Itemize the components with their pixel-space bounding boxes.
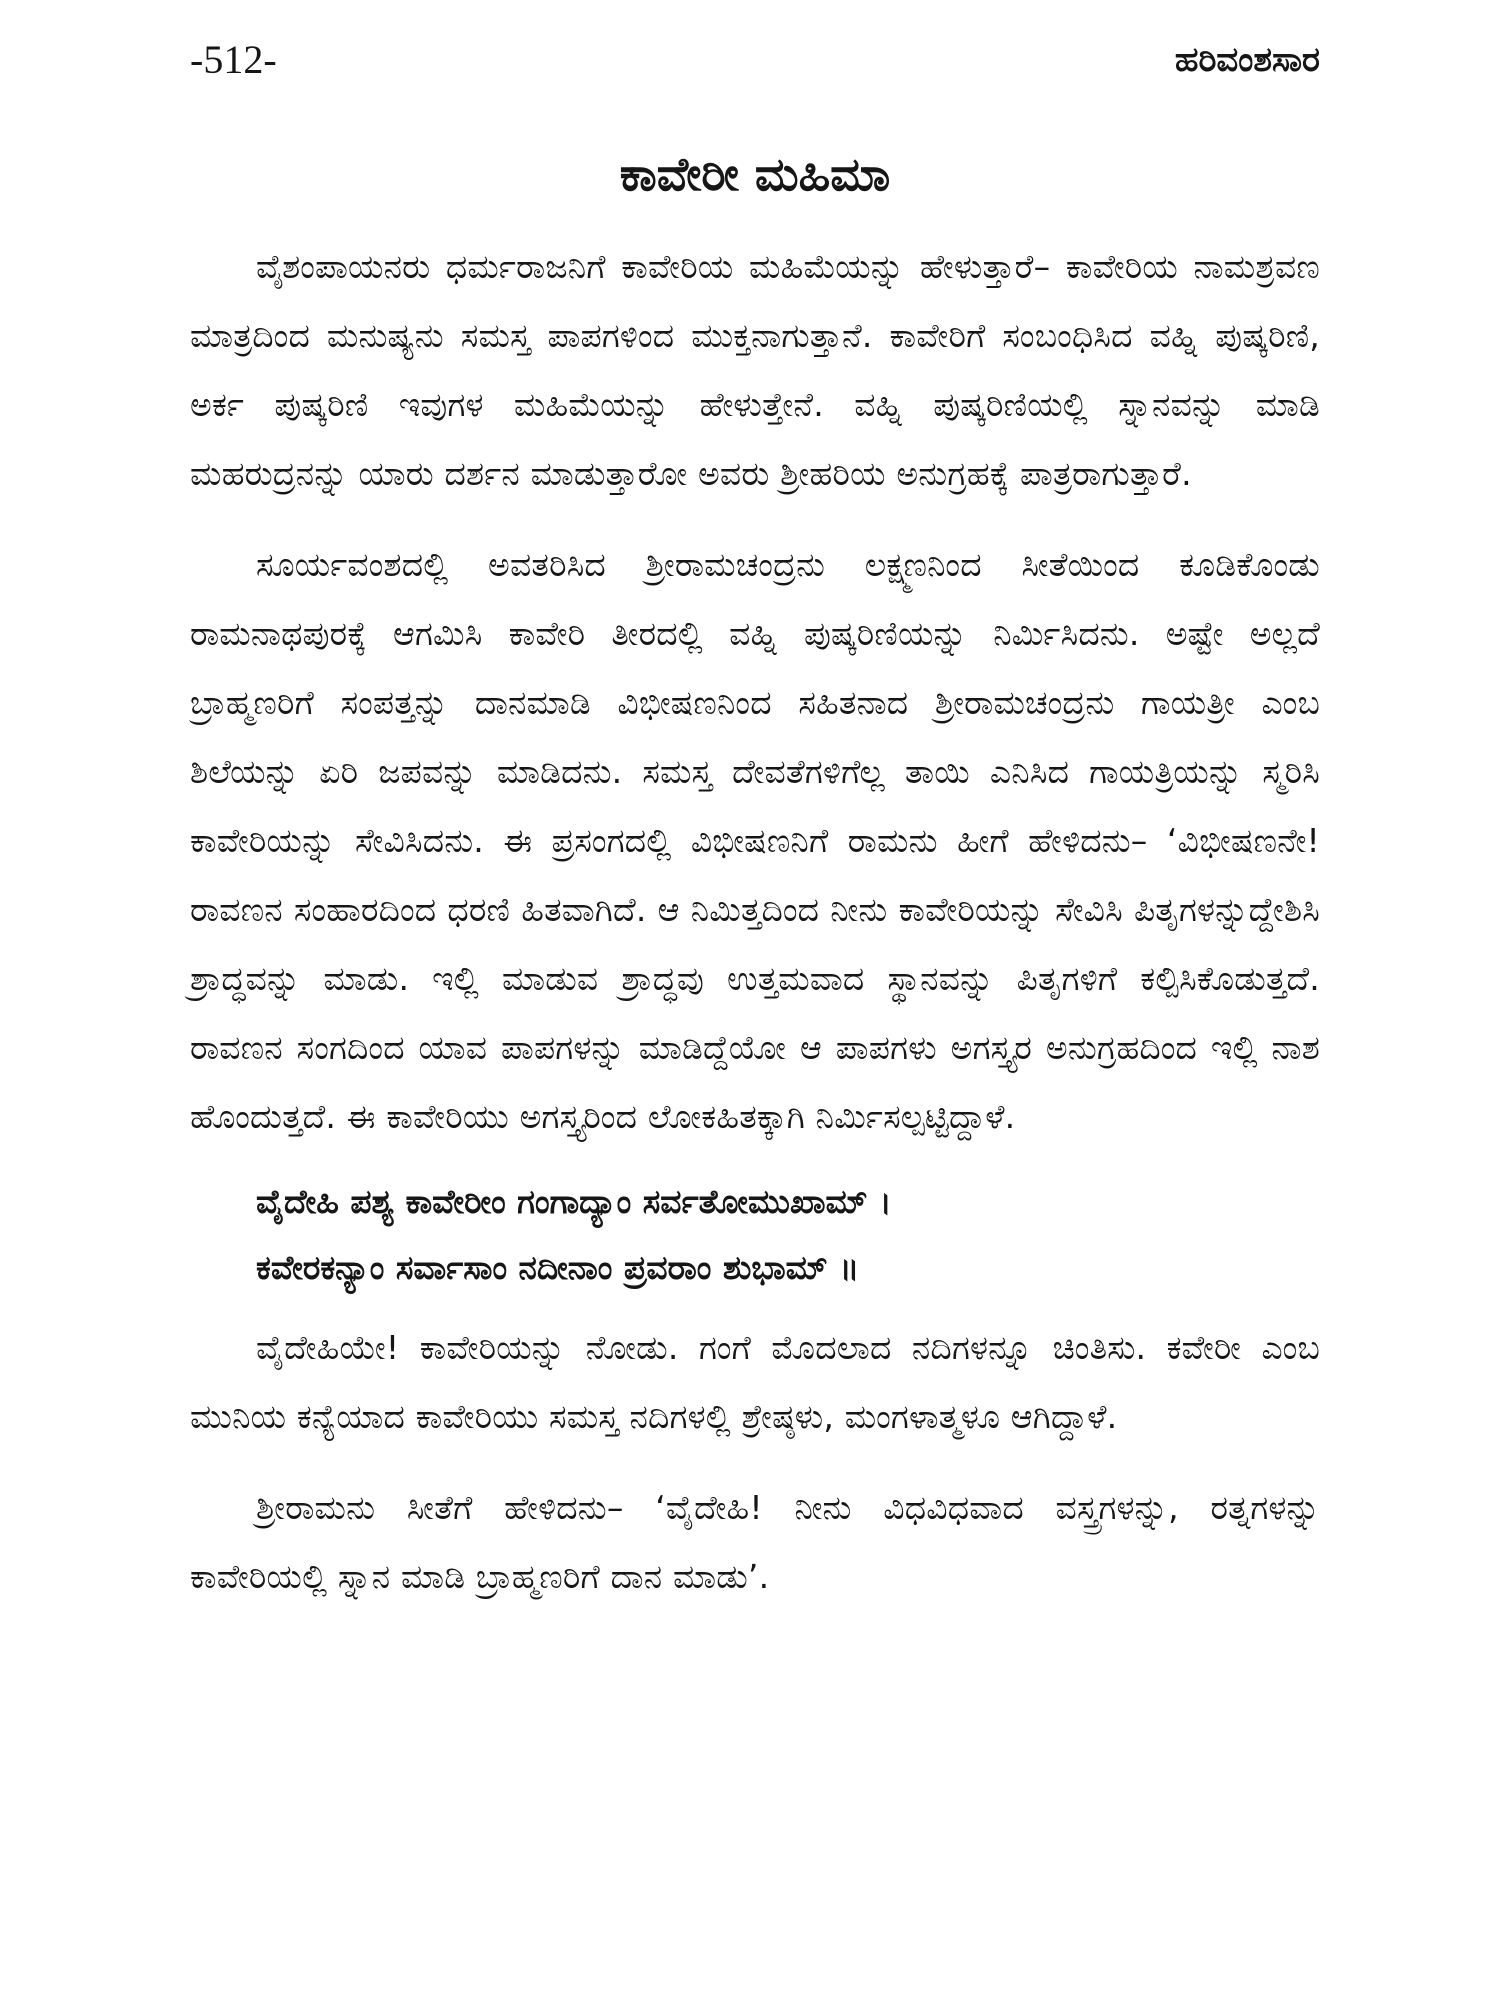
page-number: -512-	[190, 37, 277, 82]
paragraph-3: ವೈದೇಹಿಯೇ! ಕಾವೇರಿಯನ್ನು ನೋಡು. ಗಂಗೆ ಮೊದಲಾದ ನದಿಗಳನ್ನೂ ಚಿಂತಿಸು. ಕವೇರೀ ಎಂಬ ಮುನಿಯ ಕನ್ಯೆಯಾದ ಕಾವೇರಿಯು ಸಮಸ್ತ ನದಿಗಳಲ್ಲಿ ಶ್ರೇಷ್ಠಳು, ಮಂಗಳಾತ್ಮಳೂ ಆಗಿದ್ದಾಳೆ.	[190, 1328, 1320, 1436]
verse-line-1: ವೈದೇಹಿ ಪಶ್ಯ ಕಾವೇರೀಂ ಗಂಗಾದ್ಯಾಂ ಸರ್ವತೋಮುಖಾಮ್ ।	[256, 1182, 892, 1221]
paragraph-4: ಶ್ರೀರಾಮನು ಸೀತೆಗೆ ಹೇಳಿದನು– ‘ವೈದೇಹಿ! ನೀನು ವಿಧವಿಧವಾದ ವಸ್ತ್ರಗಳನ್ನು, ರತ್ನಗಳನ್ನು ಕಾವೇರಿಯಲ್ಲಿ ಸ್ನಾನ ಮಾಡಿ ಬ್ರಾಹ್ಮಣರಿಗೆ ದಾನ ಮಾಡು’.	[190, 1488, 1320, 1596]
paragraph-2: ಸೂರ್ಯವಂಶದಲ್ಲಿ ಅವತರಿಸಿದ ಶ್ರೀರಾಮಚಂದ್ರನು ಲಕ್ಷ್ಮಣನಿಂದ ಸೀತೆಯಿಂದ ಕೂಡಿಕೊಂಡು ರಾಮನಾಥಪುರಕ್ಕೆ ಆಗಮಿಸಿ ಕಾವೇರಿ ತೀರದಲ್ಲಿ ವಹ್ನಿ ಪುಷ್ಕರಿಣಿಯನ್ನು ನಿರ್ಮಿಸಿದನು. ಅಷ್ಟೇ ಅಲ್ಲದೆ ಬ್ರಾಹ್ಮಣರಿಗೆ ಸಂಪತ್ತನ್ನು ದಾನಮಾಡಿ ವಿಭೀಷಣನಿಂದ ಸಹಿತನಾದ ಶ್ರೀರಾಮಚಂದ್ರನು ಗಾಯತ್ರೀ ಎಂಬ ಶಿಲೆಯನ್ನು ಏರಿ ಜಪವನ್ನು ಮಾಡಿದನು. ಸಮಸ್ತ ದೇವತೆಗಳಿಗೆಲ್ಲ ತಾಯಿ ಎನಿಸಿದ ಗಾಯತ್ರಿಯನ್ನು ಸ್ಮರಿಸಿ ಕಾವೇರಿಯನ್ನು ಸೇವಿಸಿದನು. ಈ ಪ್ರಸಂಗದಲ್ಲಿ ವಿಭೀಷಣನಿಗೆ ರಾಮನು ಹೀಗೆ ಹೇಳಿದನು– ‘ವಿಭೀಷಣನೇ! ರಾವಣನ ಸಂಹಾರದಿಂದ ಧರಣಿ ಹಿತವಾಗಿದೆ. ಆ ನಿಮಿತ್ತದಿಂದ ನೀನು ಕಾವೇರಿಯನ್ನು ಸೇವಿಸಿ ಪಿತೃಗಳನ್ನುದ್ದೇಶಿಸಿ ಶ್ರಾದ್ಧವನ್ನು ಮಾಡು. ಇಲ್ಲಿ ಮಾಡುವ ಶ್ರಾದ್ಧವು ಉತ್ತಮವಾದ ಸ್ಥಾನವನ್ನು ಪಿತೃಗಳಿಗೆ ಕಲ್ಪಿಸಿಕೊಡುತ್ತದೆ. ರಾವಣನ ಸಂಗದಿಂದ ಯಾವ ಪಾಪಗಳನ್ನು ಮಾಡಿದ್ದೆಯೋ ಆ ಪಾಪಗಳು ಅಗಸ್ತ್ಯರ ಅನುಗ್ರಹದಿಂದ ಇಲ್ಲಿ ನಾಶ ಹೊಂದುತ್ತದೆ. ಈ ಕಾವೇರಿಯು ಅಗಸ್ತ್ಯರಿಂದ ಲೋಕಹಿತಕ್ಕಾಗಿ ನಿರ್ಮಿಸಲ್ಪಟ್ಟಿದ್ದಾಳೆ.	[190, 545, 1320, 1136]
sanskrit-verse	[190, 1169, 1320, 1301]
running-title: ಹರಿವಂಶಸಾರ	[1174, 40, 1320, 80]
verse-line-2: ಕವೇರಕನ್ಯಾಂ ಸರ್ವಾಸಾಂ ನದೀನಾಂ ಪ್ರವರಾಂ ಶುಭಾಮ್ ॥	[256, 1248, 860, 1287]
chapter-title: ಕಾವೇರೀ ಮಹಿಮಾ	[619, 147, 891, 201]
page-header	[190, 34, 1320, 94]
body-text	[190, 232, 1320, 1611]
paragraph-1: ವೈಶಂಪಾಯನರು ಧರ್ಮರಾಜನಿಗೆ ಕಾವೇರಿಯ ಮಹಿಮೆಯನ್ನು ಹೇಳುತ್ತಾರೆ– ಕಾವೇರಿಯ ನಾಮಶ್ರವಣ ಮಾತ್ರದಿಂದ ಮನುಷ್ಯನು ಸಮಸ್ತ ಪಾಪಗಳಿಂದ ಮುಕ್ತನಾಗುತ್ತಾನೆ. ಕಾವೇರಿಗೆ ಸಂಬಂಧಿಸಿದ ವಹ್ನಿ ಪುಷ್ಕರಿಣಿ, ಅರ್ಕ ಪುಷ್ಕರಿಣಿ ಇವುಗಳ ಮಹಿಮೆಯನ್ನು ಹೇಳುತ್ತೇನೆ. ವಹ್ನಿ ಪುಷ್ಕರಿಣಿಯಲ್ಲಿ ಸ್ನಾನವನ್ನು ಮಾಡಿ ಮಹರುದ್ರನನ್ನು ಯಾರು ದರ್ಶನ ಮಾಡುತ್ತಾರೋ ಅವರು ಶ್ರೀಹರಿಯ ಅನುಗ್ರಹಕ್ಕೆ ಪಾತ್ರರಾಗುತ್ತಾರೆ.	[190, 247, 1320, 493]
